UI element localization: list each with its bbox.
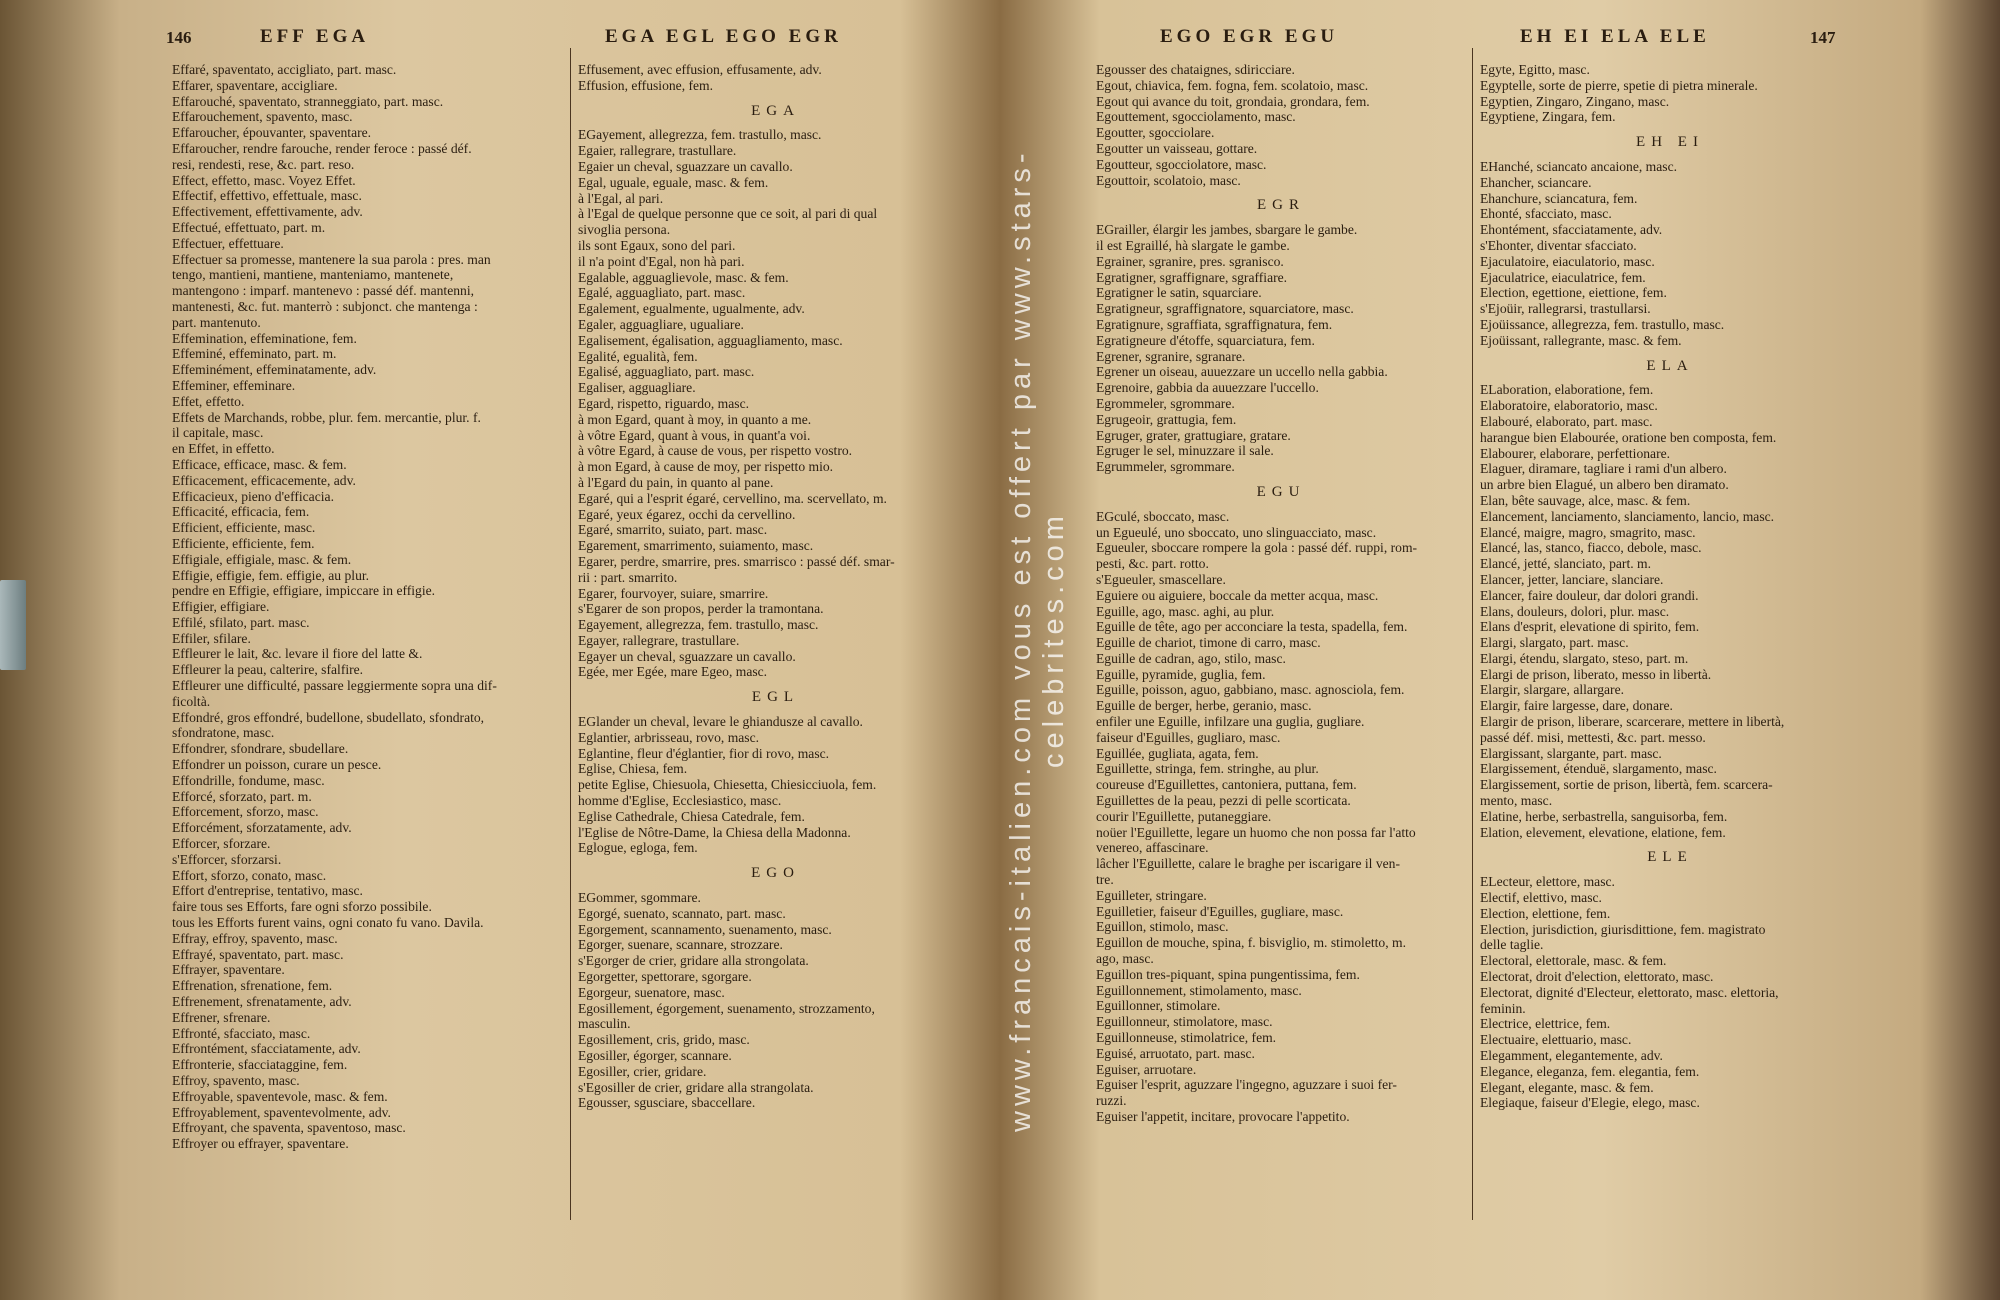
section-heading: EGR — [1257, 197, 1305, 214]
dictionary-entry: Elans d'esprit, elevatione di spirito, fem. — [1480, 619, 1700, 635]
dictionary-entry: Effusion, effusione, fem. — [578, 77, 714, 93]
dictionary-entry: Egrummeler, sgrommare. — [1096, 459, 1235, 475]
dictionary-entry: Eguille, poisson, aguo, gabbiano, masc. agnosciola, fem. — [1096, 682, 1405, 698]
dictionary-entry: à mon Egard, à cause de moy, per rispetto mio. — [578, 459, 834, 475]
dictionary-entry: ELaboration, elaboratione, fem. — [1480, 382, 1654, 398]
dictionary-entry: Elegamment, elegantemente, adv. — [1480, 1048, 1663, 1064]
dictionary-entry: Elabourer, elaborare, perfettionare. — [1480, 445, 1671, 461]
dictionary-entry: Egalement, egualmente, ugualmente, adv. — [578, 301, 805, 317]
dictionary-entry: un arbre bien Elagué, un albero ben diramato. — [1480, 477, 1729, 493]
dictionary-entry: Efforcer, sforzare. — [172, 836, 271, 852]
dictionary-entry: il est Egraillé, hà slargate le gambe. — [1096, 237, 1290, 253]
dictionary-entry: Eguille de cadran, ago, stilo, masc. — [1096, 650, 1286, 666]
dictionary-entry: Egoutter un vaisseau, gottare. — [1096, 140, 1258, 156]
dictionary-entry: Egalable, agguaglievole, masc. & fem. — [578, 269, 789, 285]
dictionary-entry: Eglogue, egloga, fem. — [578, 840, 698, 856]
dictionary-entry: Egaier, rallegrare, trastullare. — [578, 143, 737, 159]
left-page — [120, 18, 980, 1280]
dictionary-entry: Eguiser, arruotare. — [1096, 1061, 1197, 1077]
dictionary-entry: Ejoüissance, allegrezza, fem. trastullo, masc. — [1480, 316, 1725, 332]
dictionary-entry: Egouttement, sgocciolamento, masc. — [1096, 109, 1296, 125]
dictionary-entry: Electif, elettivo, masc. — [1480, 890, 1602, 906]
dictionary-entry: Electrice, elettrice, fem. — [1480, 1016, 1611, 1032]
dictionary-entry: Efficacieux, pieno d'efficacia. — [172, 488, 334, 504]
dictionary-entry: Eguille, pyramide, guglia, fem. — [1096, 666, 1266, 682]
dictionary-entry: Eguille de chariot, timone di carro, masc. — [1096, 635, 1321, 651]
dictionary-entry: Effronterie, sfacciataggine, fem. — [172, 1057, 348, 1073]
dictionary-entry: Egaré, qui a l'esprit égaré, cervellino, ma. scervellato, m. — [578, 490, 887, 506]
dictionary-entry: Egouttoir, scolatoio, masc. — [1096, 172, 1241, 188]
dictionary-entry: EGculé, sboccato, masc. — [1096, 508, 1230, 524]
dictionary-entry: Elaboratoire, elaboratorio, masc. — [1480, 398, 1658, 414]
dictionary-entry: tengo, mantieni, mantiene, manteniamo, mantenete, — [172, 267, 454, 283]
dictionary-entry: Effigie, effigie, fem. effigie, au plur. — [172, 567, 370, 583]
dictionary-entry: Effusement, avec effusion, effusamente, adv. — [578, 62, 822, 77]
dictionary-entry: resi, rendesti, rese, &c. part. reso. — [172, 156, 355, 172]
section-heading: ELA — [1646, 357, 1694, 374]
dictionary-entry: s'Ehonter, diventar sfacciato. — [1480, 237, 1637, 253]
dictionary-entry: Elegance, eleganza, fem. elegantia, fem. — [1480, 1063, 1700, 1079]
dictionary-entry: Elancement, lanciamento, slanciamento, lancio, masc. — [1480, 508, 1775, 524]
dictionary-entry: Elargissant, slargante, part. masc. — [1480, 745, 1662, 761]
dictionary-entry: Effroyant, che spaventa, spaventoso, masc. — [172, 1120, 406, 1136]
dictionary-entry: Eguillonneur, stimolatore, masc. — [1096, 1014, 1273, 1030]
dictionary-entry: Efforcé, sforzato, part. m. — [172, 788, 312, 804]
dictionary-entry: Egratigner, sgraffignare, sgraffiare. — [1096, 269, 1288, 285]
dictionary-entry: Effleurer le lait, &c. levare il fiore del latte &. — [172, 646, 423, 662]
dictionary-entry: Effiler, sfilare. — [172, 630, 251, 646]
dictionary-entry: Electorat, dignité d'Electeur, elettorato, masc. elettoria, — [1480, 984, 1779, 1000]
dictionary-entry: Efficient, efficiente, masc. — [172, 520, 316, 536]
dictionary-entry: faiseur d'Eguilles, gugliaro, masc. — [1096, 729, 1281, 745]
dictionary-entry: part. mantenuto. — [172, 314, 261, 330]
dictionary-entry: Effeminément, effeminatamente, adv. — [172, 362, 377, 378]
dictionary-entry: Egrener, sgranire, sgranare. — [1096, 348, 1246, 364]
dictionary-entry: Egyptiene, Zingara, fem. — [1480, 109, 1616, 125]
dictionary-entry: Election, jurisdiction, giurisdittione, fem. magistrato — [1480, 921, 1766, 937]
dictionary-entry: Effarouché, spaventato, stranneggiato, part. masc. — [172, 93, 444, 109]
right-page — [1010, 18, 1890, 1280]
dictionary-entry: Efficacité, efficacia, fem. — [172, 504, 310, 520]
dictionary-entry: Egousser des chataignes, sdiricciare. — [1096, 62, 1295, 77]
dictionary-entry: courir l'Eguillette, putaneggiare. — [1096, 808, 1272, 824]
dictionary-entry: Eguillée, gugliata, agata, fem. — [1096, 745, 1259, 761]
dictionary-entry: Effaré, spaventato, accigliato, part. masc. — [172, 62, 397, 77]
dictionary-entry: Effigiale, effigiale, masc. & fem. — [172, 551, 352, 567]
dictionary-entry: EGayement, allegrezza, fem. trastullo, masc. — [578, 127, 822, 143]
dictionary-entry: Egrener un oiseau, auuezzare un uccello nella gabbia. — [1096, 364, 1388, 380]
dictionary-entry: Egoutteur, sgocciolatore, masc. — [1096, 156, 1267, 172]
dictionary-entry: noüer l'Eguillette, legare un huomo che non possa far l'atto — [1096, 824, 1416, 840]
dictionary-entry: Egarer, fourvoyer, suiare, smarrire. — [578, 585, 769, 601]
dictionary-entry: Egalé, agguagliato, part. masc. — [578, 285, 746, 301]
dictionary-entry: coureuse d'Eguillettes, cantoniera, puttana, fem. — [1096, 777, 1357, 793]
dictionary-entry: en Effet, in effetto. — [172, 441, 275, 457]
dictionary-entry: Elargir, faire largesse, dare, donare. — [1480, 698, 1673, 714]
dictionary-entry: Eglise, Chiesa, fem. — [578, 761, 688, 777]
column-rule — [570, 48, 571, 1220]
dictionary-entry: Election, egettione, eiettione, fem. — [1480, 285, 1667, 301]
dictionary-entry: venereo, affascinare. — [1096, 840, 1209, 856]
dictionary-entry: Eguisé, arruotato, part. masc. — [1096, 1045, 1255, 1061]
dictionary-entry: Elargi, étendu, slargato, steso, part. m. — [1480, 650, 1689, 666]
dictionary-entry: Eglise Cathedrale, Chiesa Catedrale, fem. — [578, 808, 805, 824]
dictionary-entry: Egrainer, sgranire, pres. sgranisco. — [1096, 253, 1284, 269]
dictionary-entry: sivoglia persona. — [578, 222, 671, 238]
dictionary-entry: Effroyer ou effrayer, spaventare. — [172, 1136, 349, 1152]
dictionary-entry: Ehonté, sfacciato, masc. — [1480, 206, 1612, 222]
dictionary-entry: à l'Egard du pain, in quanto al pane. — [578, 474, 774, 490]
dictionary-entry: Effets de Marchands, robbe, plur. fem. mercantie, plur. f. — [172, 409, 481, 425]
dictionary-entry: Effleurer une difficulté, passare leggiermente sopra una dif- — [172, 678, 497, 694]
dictionary-entry: Egard, rispetto, riguardo, masc. — [578, 395, 750, 411]
dictionary-entry: à mon Egard, quant à moy, in quanto a me. — [578, 411, 812, 427]
dictionary-entry: Egorgeur, suenatore, masc. — [578, 984, 725, 1000]
dictionary-entry: s'Ejoüir, rallegrarsi, trastullarsi. — [1480, 301, 1651, 317]
dictionary-entry: delle taglie. — [1480, 937, 1544, 953]
dictionary-entry: Eguille de tête, ago per acconciare la testa, spadella, fem. — [1096, 619, 1408, 635]
dictionary-entry: Electuaire, elettuario, masc. — [1480, 1032, 1632, 1048]
dictionary-entry: Egorgement, scannamento, suenamento, masc. — [578, 921, 832, 937]
dictionary-entry: Egruger, grater, grattugiare, gratare. — [1096, 427, 1291, 443]
section-heading: EGA — [751, 102, 800, 119]
dictionary-entry: Egyptelle, sorte de pierre, spetie di pietra minerale. — [1480, 77, 1758, 93]
dictionary-entry: Elegiaque, faiseur d'Elegie, elego, masc. — [1480, 1095, 1700, 1111]
dictionary-entry: Effleurer la peau, calterire, sfalfire. — [172, 662, 364, 678]
section-heading: EGU — [1256, 483, 1306, 500]
dictionary-entry: Effaroucher, rendre farouche, render feroce : passé déf. — [172, 140, 472, 156]
dictionary-entry: Egaler, agguagliare, ugualiare. — [578, 316, 744, 332]
dictionary-entry: Elargir de prison, liberare, scarcerare, mettere in libertà, — [1480, 714, 1785, 730]
dictionary-entry: à l'Egal de quelque personne que ce soit, al pari di qual — [578, 206, 878, 222]
dictionary-entry: EHanché, sciancato ancaione, masc. — [1480, 158, 1678, 174]
dictionary-entry: s'Egosiller de crier, gridare alla strangolata. — [578, 1079, 814, 1095]
dictionary-entry: rii : part. smarrito. — [578, 569, 678, 585]
dictionary-entry: il n'a point d'Egal, non hà pari. — [578, 253, 745, 269]
dictionary-entry: Effrenement, sfrenatamente, adv. — [172, 994, 352, 1010]
dictionary-entry: Egrommeler, sgrommare. — [1096, 395, 1235, 411]
dictionary-entry: Effaroucher, épouvanter, spaventare. — [172, 125, 372, 141]
dictionary-entry: mantenesti, &c. fut. manterrò : subjonct. che mantenga : — [172, 298, 478, 314]
dictionary-entry: EGommer, sgommare. — [578, 890, 701, 906]
dictionary-entry: Effectuer, effettuare. — [172, 235, 284, 251]
page-number-right: 147 — [1810, 28, 1836, 47]
dictionary-entry: Eguillonner, stimolare. — [1096, 998, 1221, 1014]
dictionary-entry: Effet, effetto. — [172, 393, 245, 409]
dictionary-entry: Effrontément, sfacciatamente, adv. — [172, 1041, 361, 1057]
dictionary-entry: Egalité, egualità, fem. — [578, 348, 698, 364]
dictionary-entry: à vôtre Egard, quant à vous, in quant'a voi. — [578, 427, 811, 443]
dictionary-entry: Ehancher, sciancare. — [1480, 174, 1592, 190]
dictionary-entry: Egaliser, agguagliare. — [578, 380, 696, 396]
dictionary-entry: Effeminer, effeminare. — [172, 377, 296, 393]
dictionary-entry: Egayement, allegrezza, fem. trastullo, masc. — [578, 617, 819, 633]
dictionary-entry: Electorat, droit d'election, elettorato, masc. — [1480, 969, 1714, 985]
dictionary-entry: Effondrer un poisson, curare un pesce. — [172, 757, 382, 773]
dictionary-entry: petite Eglise, Chiesuola, Chiesetta, Chiesicciuola, fem. — [578, 777, 877, 793]
dictionary-entry: Effarouchement, spavento, masc. — [172, 109, 353, 125]
dictionary-entry: ELecteur, elettore, masc. — [1480, 874, 1615, 890]
dictionary-entry: Eguillon de mouche, spina, f. bisviglio, m. stimoletto, m. — [1096, 935, 1406, 951]
dictionary-entry: pendre en Effigie, effigiare, impiccare in effigie. — [172, 583, 436, 599]
dictionary-entry: Egousser, sgusciare, sbaccellare. — [578, 1095, 756, 1111]
dictionary-entry: Egosillement, cris, grido, masc. — [578, 1032, 750, 1048]
dictionary-entry: Effroyable, spaventevole, masc. & fem. — [172, 1088, 388, 1104]
dictionary-entry: pesti, &c. part. rotto. — [1096, 556, 1209, 572]
running-head-left-col1: EFF EGA — [260, 26, 370, 47]
dictionary-entry: Effilé, sfilato, part. masc. — [172, 614, 310, 630]
dictionary-entry: Effroy, spavento, masc. — [172, 1073, 300, 1088]
section-heading: EGO — [751, 865, 800, 882]
dictionary-entry: Elargissement, étenduë, slargamento, masc. — [1480, 761, 1717, 777]
dictionary-entry: Effeminé, effeminato, part. m. — [172, 346, 337, 362]
dictionary-entry: Egoutter, sgocciolare. — [1096, 125, 1215, 141]
dictionary-entry: Egalisement, égalisation, agguagliamento, masc. — [578, 332, 843, 348]
dictionary-entry: Effray, effroy, spavento, masc. — [172, 930, 338, 946]
dictionary-entry: un Egueulé, uno sboccato, uno slinguacciato, masc. — [1096, 524, 1377, 540]
dictionary-entry: Egosiller, crier, gridare. — [578, 1063, 707, 1079]
dictionary-entry: EGrailler, élargir les jambes, sbargare le gambe. — [1096, 222, 1358, 238]
dictionary-entry: Effronté, sfacciato, masc. — [172, 1025, 311, 1041]
running-head-right-col2: EH EI ELA ELE — [1520, 26, 1710, 47]
dictionary-entry: Effort, sforzo, conato, masc. — [172, 867, 327, 883]
dictionary-entry: Eguilleter, stringare. — [1096, 887, 1207, 903]
dictionary-entry: ruzzi. — [1096, 1093, 1127, 1109]
dictionary-entry: Eguille, ago, masc. aghi, au plur. — [1096, 603, 1275, 619]
dictionary-entry: Ehontément, sfacciatamente, adv. — [1480, 222, 1663, 238]
dictionary-entry: Effect, effetto, masc. Voyez Effet. — [172, 172, 356, 188]
dictionary-entry: Efficace, efficace, masc. & fem. — [172, 456, 347, 472]
dictionary-entry: Elargi de prison, liberato, messo in libertà. — [1480, 666, 1712, 682]
dictionary-entry: Effectif, effettivo, effettuale, masc. — [172, 188, 362, 204]
watermark-text: www.francais-italien.com vous est offert par www.stars-celebrites.com — [1005, 148, 1070, 1132]
dictionary-entry: Effrener, sfrenare. — [172, 1009, 271, 1025]
dictionary-entry: Effondrille, fondume, masc. — [172, 772, 325, 788]
dictionary-entry: Efforcement, sforzo, masc. — [172, 804, 319, 820]
dictionary-entry: Egaier un cheval, sguazzare un cavallo. — [578, 158, 793, 174]
dictionary-entry: Elation, elevement, elevatione, elatione, fem. — [1480, 824, 1726, 840]
dictionary-entry: Effroyablement, spaventevolmente, adv. — [172, 1104, 391, 1120]
dictionary-entry: Ejaculatrice, eiaculatrice, fem. — [1480, 269, 1646, 285]
running-head-left-col2: EGA EGL EGO EGR — [605, 26, 842, 47]
dictionary-entry: Effondrer, sfondrare, sbudellare. — [172, 741, 349, 757]
dictionary-entry: Elatine, herbe, serbastrella, sanguisorba, fem. — [1480, 808, 1728, 824]
left-column-2 — [578, 62, 973, 1111]
dictionary-entry: lâcher l'Eguillette, calare le braghe per iscarigare il ven- — [1096, 856, 1400, 872]
dictionary-entry: Egrenoire, gabbia da auuezzare l'uccello. — [1096, 380, 1319, 396]
dictionary-entry: Egrugeoir, grattugia, fem. — [1096, 411, 1237, 427]
dictionary-entry: Eguillonneuse, stimolatrice, fem. — [1096, 1030, 1277, 1046]
dictionary-entry: Eguillon tres-piquant, spina pungentissima, fem. — [1096, 966, 1360, 982]
dictionary-entry: Eguille de berger, herbe, geranio, masc. — [1096, 698, 1312, 714]
dictionary-entry: Elancer, faire douleur, dar dolori grandi. — [1480, 587, 1699, 603]
dictionary-entry: feminin. — [1480, 1000, 1526, 1016]
dictionary-entry: Election, elettione, fem. — [1480, 905, 1611, 921]
dictionary-entry: Egout, chiavica, fem. fogna, fem. scolatoio, masc. — [1096, 77, 1369, 93]
dictionary-entry: mento, masc. — [1480, 793, 1553, 809]
dictionary-entry: Effondré, gros effondré, budellone, sbudellato, sfondrato, — [172, 709, 485, 725]
dictionary-entry: Elaguer, diramare, tagliare i rami d'un albero. — [1480, 461, 1727, 477]
dictionary-entry: Elancé, maigre, magro, smagrito, masc. — [1480, 524, 1696, 540]
dictionary-entry: enfiler une Eguille, infilzare una guglia, gugliare. — [1096, 714, 1365, 730]
dictionary-entry: Effemination, effeminatione, fem. — [172, 330, 357, 346]
dictionary-entry: Effrayé, spaventato, part. masc. — [172, 946, 344, 962]
dictionary-entry: Egayer un cheval, sguazzare un cavallo. — [578, 648, 796, 664]
dictionary-entry: Egratignure, sgraffiata, sgraffignatura, fem. — [1096, 316, 1333, 332]
dictionary-entry: Egalisé, agguagliato, part. masc. — [578, 364, 755, 380]
dictionary-entry: Efforcément, sforzatamente, adv. — [172, 820, 352, 836]
dictionary-entry: Elargi, slargato, part. masc. — [1480, 635, 1629, 651]
dictionary-entry: Elancé, las, stanco, fiacco, debole, masc. — [1480, 540, 1702, 556]
dictionary-entry: Egratigner le satin, squarciare. — [1096, 285, 1262, 301]
dictionary-entry: Effarer, spaventare, accigliare. — [172, 77, 338, 93]
right-column-1 — [1096, 62, 1466, 1125]
dictionary-entry: Ejoüissant, rallegrante, masc. & fem. — [1480, 332, 1682, 348]
dictionary-entry: Egout qui avance du toit, grondaia, grondara, fem. — [1096, 93, 1370, 109]
dictionary-entry: Eglantier, arbrisseau, rovo, masc. — [578, 729, 760, 745]
dictionary-entry: Egosiller, égorger, scannare. — [578, 1048, 732, 1064]
dictionary-entry: Egyptien, Zingaro, Zingano, masc. — [1480, 93, 1670, 109]
section-heading: EGL — [751, 689, 800, 706]
dictionary-entry: Efficacement, efficacemente, adv. — [172, 472, 356, 488]
dictionary-entry: Egayer, rallegrare, trastullare. — [578, 632, 740, 648]
dictionary-entry: EGlander un cheval, levare le ghiandusze al cavallo. — [578, 714, 863, 730]
dictionary-entry: Elancé, jetté, slanciato, part. m. — [1480, 556, 1651, 572]
dictionary-entry: Eglantine, fleur d'églantier, fior di rovo, masc. — [578, 745, 830, 761]
dictionary-entry: tre. — [1096, 872, 1114, 888]
dictionary-entry: ils sont Egaux, sono del pari. — [578, 237, 736, 253]
dictionary-entry: Ehanchure, sciancatura, fem. — [1480, 190, 1638, 206]
dictionary-entry: Elabouré, elaborato, part. masc. — [1480, 413, 1653, 429]
dictionary-entry: faire tous ses Efforts, fare ogni sforzo possibile. — [172, 899, 432, 915]
running-head-right-col1: EGO EGR EGU — [1160, 26, 1339, 47]
dictionary-entry: Eguiser l'esprit, aguzzare l'ingegno, aguzzare i suoi fer- — [1096, 1077, 1397, 1093]
dictionary-entry: Eguillonnement, stimolamento, masc. — [1096, 982, 1302, 998]
section-heading: ELE — [1647, 849, 1693, 866]
dictionary-entry: masculin. — [578, 1016, 631, 1032]
dictionary-entry: Egaré, yeux égarez, occhi da cervellino. — [578, 506, 796, 522]
right-column-2 — [1480, 62, 1860, 1111]
dictionary-entry: Egratigneur, sgraffignatore, squarciatore, masc. — [1096, 301, 1354, 317]
dictionary-entry: Effrenation, sfrenatione, fem. — [172, 978, 333, 994]
dictionary-entry: Effort d'entreprise, tentativo, masc. — [172, 883, 363, 899]
left-column-1 — [172, 62, 562, 1152]
dictionary-entry: Egruger le sel, minuzzare il sale. — [1096, 443, 1274, 459]
dictionary-entry: s'Egorger de crier, gridare alla strongolata. — [578, 953, 809, 969]
dictionary-entry: Egarer, perdre, smarrire, pres. smarrisco : passé déf. smar- — [578, 553, 895, 569]
dictionary-entry: homme d'Eglise, Ecclesiastico, masc. — [578, 793, 782, 809]
page-number-left: 146 — [166, 28, 192, 47]
dictionary-entry: Egaré, smarrito, suiato, part. masc. — [578, 522, 768, 538]
dictionary-entry: Eguilletier, faiseur d'Eguilles, gugliare, masc. — [1096, 903, 1344, 919]
dictionary-entry: Effigier, effigiare. — [172, 599, 270, 615]
dictionary-entry: Elegant, elegante, masc. & fem. — [1480, 1079, 1654, 1095]
dictionary-entry: Egal, uguale, eguale, masc. & fem. — [578, 174, 769, 190]
column-rule — [1472, 48, 1473, 1220]
dictionary-entry: Egosillement, égorgement, suenamento, strozzamento, — [578, 1000, 875, 1016]
section-heading: EH EI — [1636, 134, 1704, 151]
dictionary-entry: Elan, bête sauvage, alce, masc. & fem. — [1480, 492, 1691, 508]
dictionary-entry: sfondratone, masc. — [172, 725, 275, 741]
dictionary-entry: à l'Egal, al pari. — [578, 190, 664, 206]
dictionary-entry: mantengono : imparf. mantenevo : passé déf. mantenni, — [172, 283, 474, 299]
dictionary-entry: Eguiere ou aiguiere, boccale da metter acqua, masc. — [1096, 587, 1379, 603]
dictionary-entry: s'Egarer de son propos, perder la tramontana. — [578, 601, 824, 617]
dictionary-entry: Elancer, jetter, lanciare, slanciare. — [1480, 571, 1664, 587]
dictionary-entry: s'Efforcer, sforzarsi. — [172, 851, 282, 867]
dictionary-entry: Effectivement, effettivamente, adv. — [172, 204, 363, 220]
dictionary-entry: Ejaculatoire, eiaculatorio, masc. — [1480, 253, 1655, 269]
dictionary-entry: Egée, mer Egée, mare Egeo, masc. — [578, 664, 768, 680]
dictionary-entry: Egorgé, suenato, scannato, part. masc. — [578, 905, 786, 921]
dictionary-entry: Eguillettes de la peau, pezzi di pelle scorticata. — [1096, 793, 1351, 809]
dictionary-entry: à vôtre Egard, à cause de vous, per rispetto vostro. — [578, 443, 853, 459]
dictionary-entry: ago, masc. — [1096, 951, 1154, 967]
dictionary-entry: tous les Efforts furent vains, ogni conato fu vano. Davila. — [172, 915, 484, 931]
dictionary-entry: Effrayer, spaventare. — [172, 962, 285, 978]
dictionary-entry: Efficiente, efficiente, fem. — [172, 535, 315, 551]
dictionary-entry: l'Eglise de Nôtre-Dame, la Chiesa della Madonna. — [578, 824, 851, 840]
dictionary-entry: Effectué, effettuato, part. m. — [172, 219, 326, 235]
dictionary-entry: Electoral, elettorale, masc. & fem. — [1480, 953, 1667, 969]
dictionary-entry: Effectuer sa promesse, mantenere la sua parola : pres. man — [172, 251, 491, 267]
dictionary-entry: Elans, douleurs, dolori, plur. masc. — [1480, 603, 1670, 619]
dictionary-entry: Egueuler, sboccare rompere la gola : passé déf. ruppi, rom- — [1096, 540, 1418, 556]
dictionary-entry: ficoltà. — [172, 693, 211, 709]
dictionary-entry: s'Egueuler, smascellare. — [1096, 571, 1226, 587]
dictionary-entry: passé déf. misi, mettesti, &c. part. messo. — [1480, 729, 1706, 745]
dictionary-entry: harangue bien Elabourée, oratione ben composta, fem. — [1480, 429, 1777, 445]
dictionary-entry: Egorgetter, spettorare, sgorgare. — [578, 969, 752, 985]
dictionary-entry: il capitale, masc. — [172, 425, 264, 441]
dictionary-entry: Eguiser l'appetit, incitare, provocare l'appetito. — [1096, 1109, 1350, 1124]
page-clip — [0, 580, 26, 670]
dictionary-entry: Eguillon, stimolo, masc. — [1096, 919, 1229, 935]
dictionary-entry: Egorger, suenare, scannare, strozzare. — [578, 937, 783, 953]
dictionary-entry: Egarement, smarrimento, suiamento, masc. — [578, 538, 814, 554]
dictionary-entry: Elargir, slargare, allargare. — [1480, 682, 1625, 698]
dictionary-entry: Elargissement, sortie de prison, libertà, fem. scarcera- — [1480, 777, 1773, 793]
dictionary-entry: Egratigneure d'étoffe, squarciatura, fem. — [1096, 332, 1315, 348]
dictionary-entry: Eguillette, stringa, fem. stringhe, au plur. — [1096, 761, 1319, 777]
dictionary-entry: Egyte, Egitto, masc. — [1480, 62, 1590, 77]
